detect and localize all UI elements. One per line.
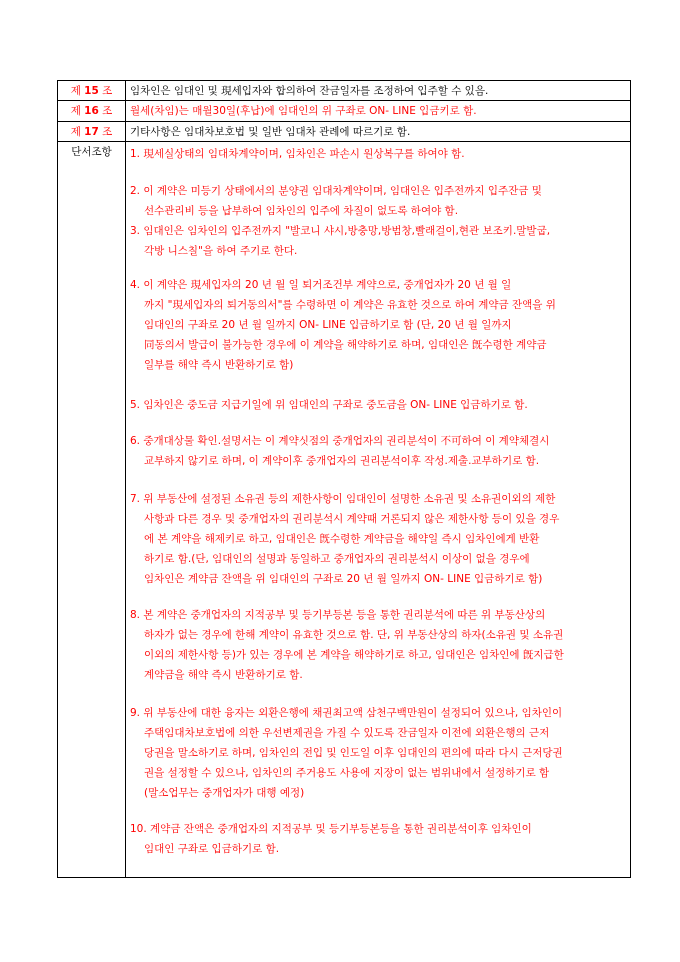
special-clause-6: 6. 중개대상물 확인.설명서는 이 계약싯점의 중개업자의 권리분석이 不可하여 이 계약체결시 교부하지 않기로 하며, 이 계약이후 중개업자의 권리분석이후 작성.제출.교부하기로 함. <box>130 435 550 467</box>
special-clause-9: 9. 위 부동산에 대한 융자는 외환은행에 채권최고액 삼천구백만원이 설정되어 있으나, 임차인이 주택임대차보호법에 의한 우선변제권을 가질 수 있도록 잔금일자 이전에 외환은행의 근저 당권을 말소하기로 하며, 임차인의 전입 및 인도일 이후 임대인의 편의에 따라 다시 근저당권 권을 설정할 수 있으나, 임차인의 주거용도 사용에 지장이 없는 범위내에서 설정하기로 함 (말소업무는 중개업자가 대행 예정) <box>130 707 563 799</box>
special-clause-1: 1. 現세실상태의 임대차계약이며, 임차인은 파손시 원상복구를 하여야 함. <box>130 148 465 160</box>
article-number: 17 <box>84 126 99 138</box>
special-clause-5: 5. 임차인은 중도금 지급기일에 위 임대인의 구좌로 중도금을 ON- LINE 입금하기로 함. <box>130 399 528 411</box>
special-terms-body <box>126 142 630 877</box>
special-clause-8: 8. 본 계약은 중개업자의 지적공부 및 등기부등본 등을 통한 권리분석에 따른 위 부동산상의 하자가 없는 경우에 한해 계약이 유효한 것으로 함. 단, 위 부동산상의 하자(소유권 및 소유권 이외의 제한사항 등)가 있는 경우에 본 계약을 해약하기로 하고, 임대인은 임차인에 旣지급한 계약금을 해약 즉시 반환하기로 함. <box>130 609 564 681</box>
article-label: 제 16 조 <box>58 101 126 121</box>
special-terms-label: 단서조항 <box>58 142 126 877</box>
article-number: 16 <box>84 105 99 117</box>
article-label: 제 15 조 <box>58 81 126 100</box>
special-clause-7: 7. 위 부동산에 설정된 소유권 등의 제한사항이 임대인이 설명한 소유권 및 소유권이외의 제한 사항과 다른 경우 및 중개업자의 권리분석시 계약때 거론되지 않은 제한사항 등이 있을 경우 에 본 계약을 해제키로 하고, 임대인은 旣수령한 계약금을 해약일 즉시 임차인에게 반환 하기로 함.(단, 임대인의 설명과 동일하고 중개업자의 권리분석시 이상이 없을 경우에 임차인은 계약금 잔액을 위 임대인의 구좌로 20 년 월 일까지 ON- LINE 입금하기로 함) <box>130 493 560 585</box>
special-clause-2: 2. 이 계약은 미등기 상태에서의 분양권 임대차계약이며, 임대인은 입주전까지 입주잔금 및 선수관리비 등을 납부하여 임차인의 입주에 차질이 없도록 하여야 함. <box>130 185 542 217</box>
special-clause-4: 4. 이 계약은 現세입자의 20 년 월 일 퇴거조건부 계약으로, 중개업자가 20 년 월 일 까지 "現세입자의 퇴거동의서"를 수령하면 이 계약은 유효한 것으로 하여 계약금 잔액을 위 임대인의 구좌로 20 년 월 일까지 ON- LINE 입금하기로 함 (단, 20 년 월 일까지 同동의서 발급이 불가능한 경우에 이 계약을 해약하기로 하며, 임대인은 旣수령한 계약금 일부를 해약 즉시 반환하기로 함) <box>130 279 556 371</box>
article-number: 15 <box>84 85 99 97</box>
article-text: 월세(차임)는 매월30일(후납)에 임대인의 위 구좌로 ON- LINE 입금키로 함. <box>130 105 477 117</box>
article-text: 기타사항은 임대차보호법 및 일반 임대차 관례에 따르기로 함. <box>130 126 411 138</box>
contract-terms-table <box>57 80 631 878</box>
special-clause-3: 3. 임대인은 임차인의 입주전까지 "발코니 샤시,방충망,방범창,빨래걸이,현관 보조키.말발굽, 각방 니스칠"을 하여 주기로 한다. <box>130 225 551 257</box>
article-row <box>58 81 630 101</box>
special-clause-10: 10. 계약금 잔액은 중개업자의 지적공부 및 등기부등본등을 통한 권리분석이후 임차인이 임대인 구좌로 입금하기로 함. <box>130 823 532 855</box>
article-row <box>58 122 630 142</box>
special-terms-row <box>58 142 630 877</box>
article-label: 제 17 조 <box>58 122 126 141</box>
article-row <box>58 101 630 122</box>
article-text: 임차인은 임대인 및 現세입자와 합의하여 잔금일자를 조정하여 입주할 수 있음. <box>130 85 489 97</box>
